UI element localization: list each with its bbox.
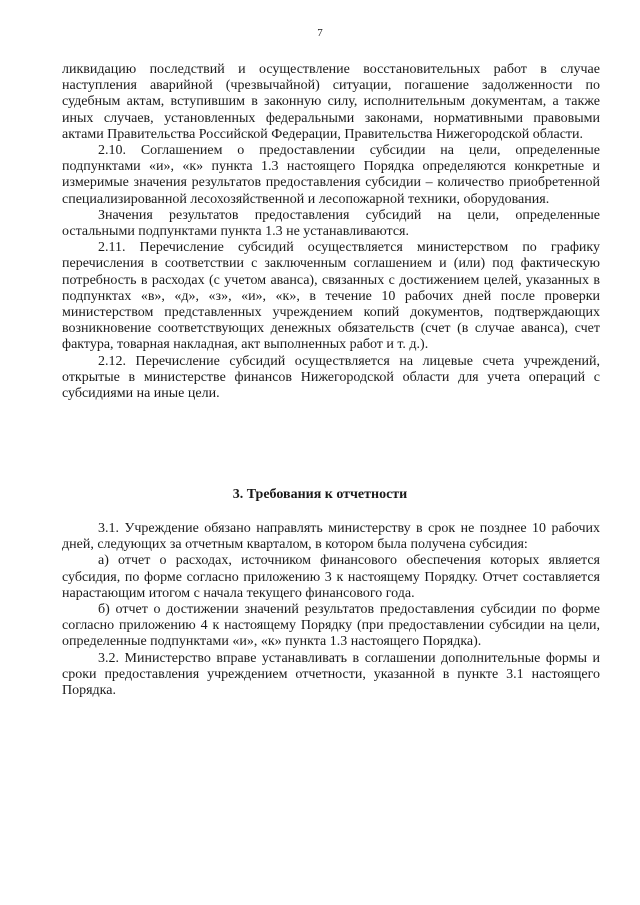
page-number: 7 [317,27,323,39]
paragraph-2-10: 2.10. Соглашением о предоставлении субсидии на цели, определенные подпунктами «и», «к» пункта 1.3 настоящего Порядка определяются конкретные и измеримые значения результатов предоставления субсидии – количество приобретенной специализированной лесохозяйственной и лесопожарной техники, оборудования. [62,143,600,207]
paragraph-3-1-a: а) отчет о расходах, источником финансового обеспечения которых является субсидия, по форме согласно приложению 3 к настоящему Порядку. Отчет составляется нарастающим итогом с начала текущего финансового года. [62,553,600,601]
paragraph-continuation: ликвидацию последствий и осуществление восстановительных работ в случае наступления аварийной (чрезвычайной) ситуации, погашение задолженности по судебным актам, вступившим в законную силу, исполнительным документам, а также иных случаев, установленных федеральными законами, нормативными правовыми актами Правительства Российской Федерации, Правительства Нижегородской области. [62,62,600,142]
paragraph-results-values: Значения результатов предоставления субсидий на цели, определенные остальными подпунктами пункта 1.3 не устанавливаются. [62,207,600,240]
paragraph-2-11: 2.11. Перечисление субсидий осуществляется министерством по графику перечисления в соответствии с заключенным соглашением и (или) под фактическую потребность в расходах (с учетом аванса), связанных с достижением целей, указанных в подпунктах «в», «д», «з», «и», «к», в течение 10 рабочих дней после проверки министерством представленных учреждением копий документов, подтверждающих возникновение соответствующих денежных обязательств (счет (в случае аванса), счет фактура, товарная накладная, акт выполненных работ и т. д.). [62,240,600,353]
body-text-block-1 [62,62,600,402]
body-text-block-2 [62,521,600,699]
paragraph-2-12: 2.12. Перечисление субсидий осуществляется на лицевые счета учреждений, открытые в министерстве финансов Нижегородской области для учета операций с субсидиями на иные цели. [62,353,600,402]
paragraph-3-1-b: б) отчет о достижении значений результатов предоставления субсидии по форме согласно приложению 4 к настоящему Порядку (при предоставлении субсидии на цели, определенные подпунктами «и», «к» пункта 1.3 настоящего Порядка). [62,602,600,650]
paragraph-3-1: 3.1. Учреждение обязано направлять министерству в срок не позднее 10 рабочих дней, следующих за отчетным кварталом, в котором была получена субсидия: [62,521,600,553]
section-heading: 3. Требования к отчетности [232,487,408,502]
paragraph-3-2: 3.2. Министерство вправе устанавливать в соглашении дополнительные формы и сроки предоставления учреждением отчетности, указанной в пункте 3.1 настоящего Порядка. [62,650,600,699]
